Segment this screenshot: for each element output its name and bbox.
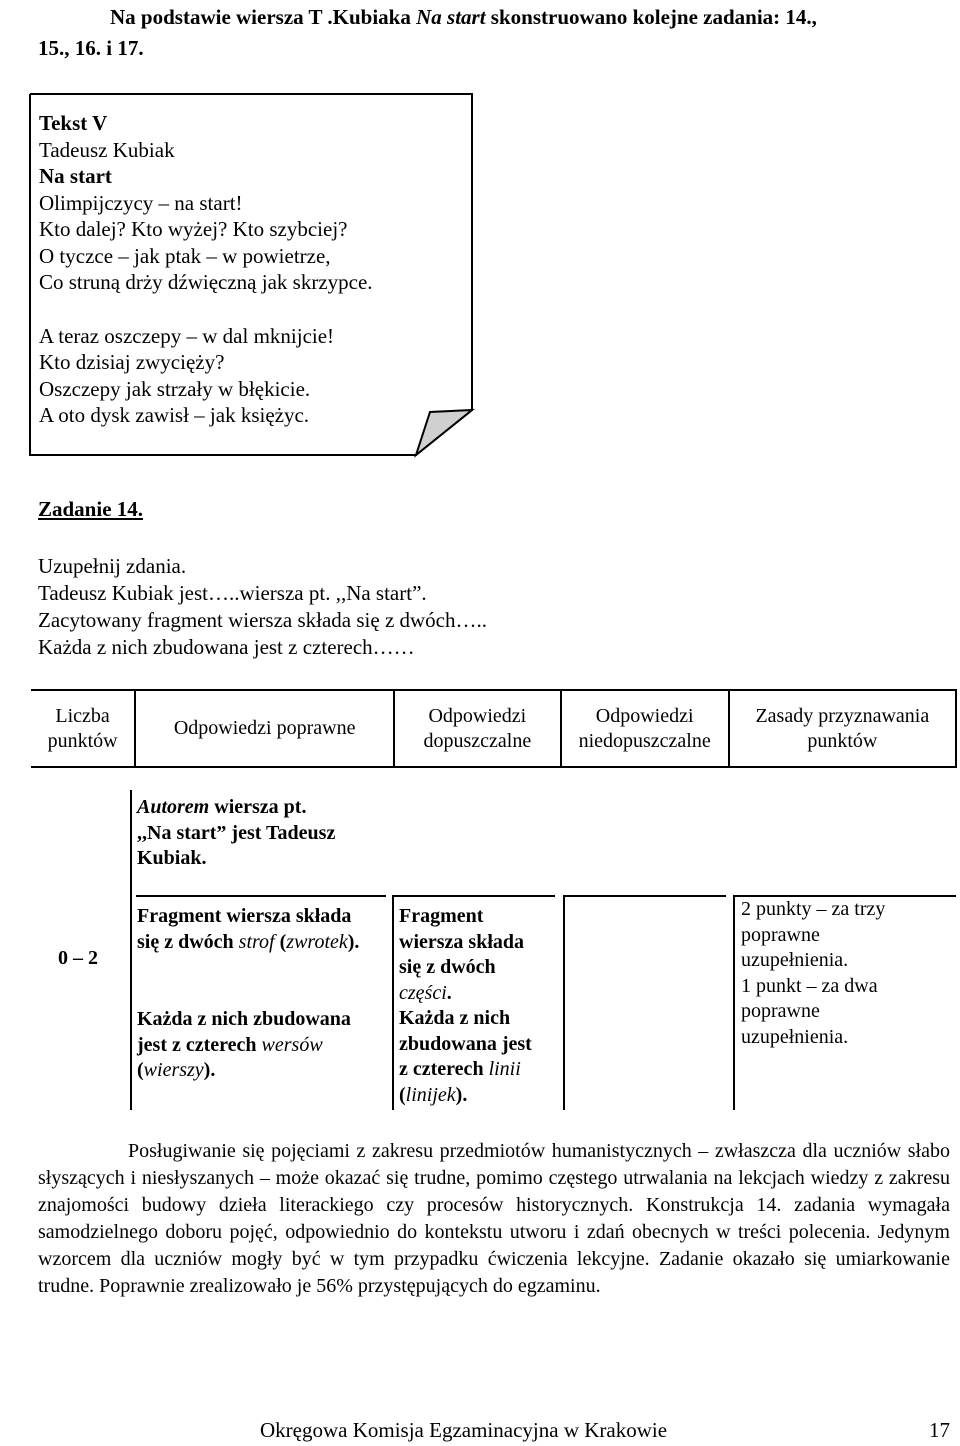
intro-poem-title: Na start xyxy=(416,5,486,29)
correct-verses-c: ). xyxy=(203,1059,216,1081)
poem-title: Na start xyxy=(39,164,112,188)
acc-line: się z dwóch xyxy=(399,956,496,978)
column-divider xyxy=(563,895,565,1110)
acceptable-answer xyxy=(399,904,559,1108)
task-title: Zadanie 14. xyxy=(38,497,144,521)
scoring-rules xyxy=(741,897,951,1050)
row-divider xyxy=(392,895,555,897)
acc-close-paren: ). xyxy=(455,1083,468,1106)
poem-line: Kto dalej? Kto wyżej? Kto szybciej? xyxy=(39,217,348,241)
acc-italic-lines: linii xyxy=(488,1058,521,1080)
header-rules: Zasady przyznawania punktów xyxy=(729,690,956,767)
header-points: Liczba punktów xyxy=(31,690,135,767)
instruction-line: Tadeusz Kubiak jest…..wiersza pt. ,,Na start”. xyxy=(38,581,427,605)
instruction-line: Uzupełnij zdania. xyxy=(38,554,187,578)
rule-line: poprawne xyxy=(741,1000,820,1022)
correct-stanzas-c: ). xyxy=(347,930,360,953)
correct-author-line2: ,,Na start” jest Tadeusz xyxy=(137,821,336,844)
correct-answer-stanzas xyxy=(137,904,387,955)
correct-stanzas-a: się z dwóch xyxy=(137,930,239,953)
correct-stanzas-italic2: zwrotek xyxy=(286,930,348,953)
poem-line: Olimpijczycy – na start! xyxy=(39,190,243,215)
rule-line: uzupełnienia. xyxy=(741,1025,849,1048)
intro-line2: 15., 16. i 17. xyxy=(38,36,144,60)
poem-line: A teraz oszczepy – w dal mknijcie! xyxy=(39,323,335,348)
scoring-table-header xyxy=(31,689,957,768)
row-divider xyxy=(563,895,726,897)
points-range: 0 – 2 xyxy=(58,947,98,969)
poem-author: Tadeusz Kubiak xyxy=(39,137,175,162)
column-divider xyxy=(130,895,132,1110)
intro-line1-b: skonstruowano kolejne zadania: 14., xyxy=(485,5,817,29)
poem-line: Oszczepy jak strzały w błękicie. xyxy=(39,376,311,401)
rule-line: poprawne xyxy=(741,923,820,946)
instruction-line: Każda z nich zbudowana jest z czterech…… xyxy=(38,635,415,659)
instruction-line: Zacytowany fragment wiersza składa się z dwóch….. xyxy=(38,608,487,632)
correct-answer-verses xyxy=(137,1007,387,1084)
acc-italic-linijek: linijek xyxy=(405,1083,456,1106)
poem-line: Kto dzisiaj zwycięży? xyxy=(39,350,225,374)
poem-block xyxy=(39,110,373,429)
acc-line: z czterech xyxy=(399,1058,489,1080)
column-divider xyxy=(130,790,132,902)
footer-org: Okręgowa Komisja Egzaminacyjna w Krakowie xyxy=(260,1418,668,1442)
correct-author-rest: wiersza pt. xyxy=(209,796,307,818)
poem-line: Co struną drży dźwięczną jak skrzypce. xyxy=(39,270,373,294)
acc-period: . xyxy=(446,981,452,1004)
correct-author-italic: Autorem xyxy=(137,796,210,818)
acc-line: wiersza składa xyxy=(399,930,524,953)
acc-open-paren: ( xyxy=(399,1083,406,1106)
correct-verses-italic1: wersów xyxy=(261,1033,323,1056)
poem-line: A oto dysk zawisł – jak księżyc. xyxy=(39,403,310,427)
correct-stanzas-b: ( xyxy=(274,930,287,953)
header-correct: Odpowiedzi poprawne xyxy=(135,690,394,767)
acc-line: Fragment xyxy=(399,905,484,927)
page-footer xyxy=(260,1418,950,1443)
rule-line: 2 punkty – za trzy xyxy=(741,898,886,920)
header-acceptable: Odpowiedzi dopuszczalne xyxy=(394,690,560,767)
acc-italic-parts: części xyxy=(399,981,447,1004)
rule-line: 1 punkt – za dwa xyxy=(741,974,878,997)
acc-line: zbudowana jest xyxy=(399,1032,532,1055)
column-divider xyxy=(392,895,394,1110)
correct-stanzas-italic1: strof xyxy=(238,930,275,953)
row-divider xyxy=(136,895,386,897)
task-instruction xyxy=(38,553,487,661)
intro-line1-a: Na podstawie wiersza T .Kubiaka xyxy=(110,5,417,29)
poem-line: O tyczce – jak ptak – w powietrze, xyxy=(39,243,331,268)
acc-line: Każda z nich xyxy=(399,1007,511,1029)
poem-heading: Tekst V xyxy=(39,111,108,135)
correct-verses-line1: Każda z nich zbudowana xyxy=(137,1008,351,1030)
correct-verses-b: ( xyxy=(137,1059,144,1081)
header-unacceptable: Odpowiedzi niedopuszczalne xyxy=(561,690,729,767)
page-number: 17 xyxy=(929,1418,950,1442)
rule-line: uzupełnienia. xyxy=(741,949,849,971)
correct-verses-a: jest z czterech xyxy=(137,1033,262,1056)
correct-stanzas-line1: Fragment wiersza składa xyxy=(137,905,352,927)
correct-answer-author xyxy=(137,795,387,872)
correct-verses-italic2: wierszy xyxy=(143,1059,204,1081)
correct-author-line3: Kubiak. xyxy=(137,847,207,869)
column-divider xyxy=(733,895,735,1110)
folded-corner xyxy=(416,410,472,455)
commentary-paragraph: Posługiwanie się pojęciami z zakresu przedmiotów humanistycznych – zwłaszcza dla uczniów słabo słyszących i niesłyszanych – może okazać się trudne, pomimo częstego utrwalania na lekcjach wiedzy z zakresu znajomości budowy dzieła literackiego czy procesów historycznych. Konstrukcja 14. zadania wymagała samodzielnego doboru pojęć, odpowiednio do kontekstu utworu i zdań obecnych w treści polecenia. Jedynym wzorcem dla uczniów mogły być w tym przypadku ćwiczenia lekcyjne. Zadanie okazało się umiarkowanie trudne. Poprawnie zrealizowało je 56% przystępujących do egzaminu. xyxy=(38,1140,950,1297)
